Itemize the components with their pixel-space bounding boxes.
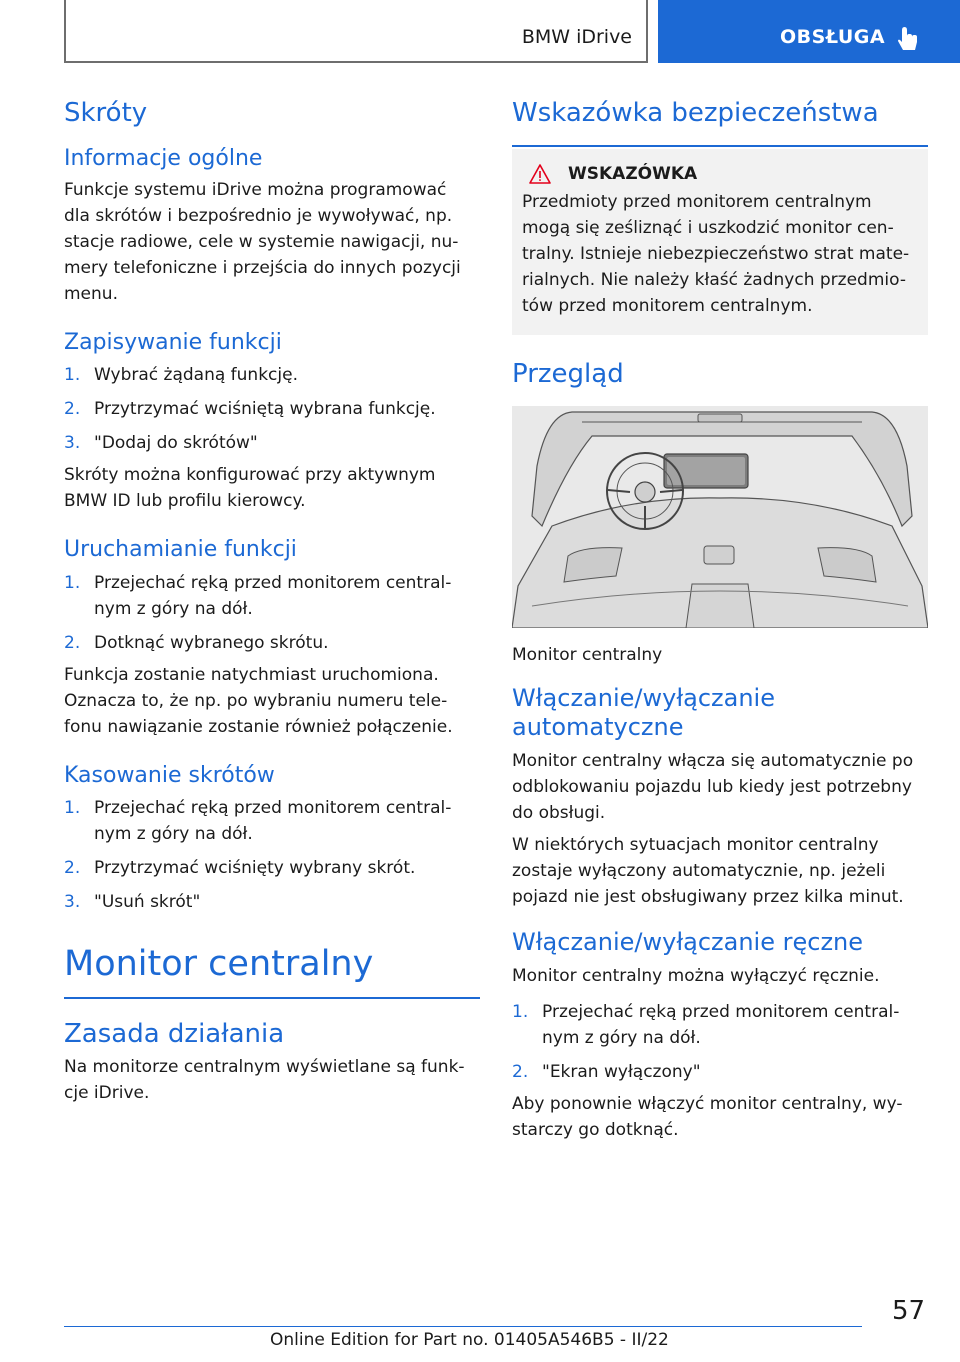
section-tab-label: OBSŁUGA	[780, 26, 886, 48]
subheading-zapisywanie-funkcji: Zapisywanie funkcji	[64, 329, 282, 355]
steps-uruchamianie	[64, 570, 480, 656]
list-item: 3. "Dodaj do skrótów"	[64, 433, 258, 454]
header-frame	[64, 0, 648, 63]
subheading-wlaczanie-automatyczne: Włączanie/wyłączanie automatyczne	[512, 684, 775, 742]
paragraph-ponowne-wlaczenie: Aby ponownie włączyć monitor centralny, wy- starczy go dotknąć.	[512, 1093, 903, 1140]
paragraph-wlaczanie-auto-2: W niektórych sytuacjach monitor centralny zostaje wyłączony automatycznie, np. jeżeli pojazd nie jest obsługiwany przez kilka minut.	[512, 834, 904, 907]
right-column	[512, 98, 928, 1143]
section-heading-skroty: Skróty	[64, 98, 148, 128]
steps-zapisywanie	[64, 362, 480, 456]
section-tab[interactable]	[658, 0, 960, 63]
paragraph-skroty-konfiguracja: Skróty można konfigurować przy aktywnym BMW ID lub profilu kierowcy.	[64, 465, 436, 512]
subheading-wlaczanie-reczne: Włączanie/wyłączanie ręczne	[512, 927, 864, 956]
list-item: 3. "Usuń skrót"	[64, 892, 201, 913]
warning-box	[512, 149, 928, 335]
list-item: 1. Wybrać żądaną funkcję.	[64, 365, 298, 386]
paragraph-zasada-dzialania: Na monitorze centralnym wyświetlane są funk- cje iDrive.	[64, 1057, 465, 1104]
chapter-heading-monitor-centralny: Monitor centralny	[64, 944, 374, 985]
list-item: 2. Przytrzymać wciśnięty wybrany skrót.	[64, 858, 416, 879]
figure-caption: Monitor centralny	[512, 645, 663, 666]
list-item: 1. Przejechać ręką przed monitorem central- nym z góry na dół.	[64, 572, 452, 619]
list-item: 2. "Ekran wyłączony"	[512, 1061, 701, 1082]
section-heading-przeglad: Przegląd	[512, 359, 624, 390]
list-item: 1. Przejechać ręką przed monitorem central- nym z góry na dół.	[64, 798, 452, 845]
page-number: 57	[892, 1296, 926, 1326]
warning-text: Przedmioty przed monitorem centralnym mogą się ześliznąć i uszkodzić monitor cen- tralny. Istnieje niebezpieczeństwo strat mate- rialnych. Nie należy kłaść żadnych przedmio- tów przed monitorem centralnym.	[522, 192, 910, 317]
warning-triangle-icon	[528, 163, 552, 185]
list-item: 2. Dotknąć wybranego skrótu.	[64, 632, 329, 653]
section-divider	[512, 145, 928, 147]
steps-kasowanie	[64, 795, 480, 915]
list-item: 1. Przejechać ręką przed monitorem central- nym z góry na dół.	[512, 1001, 900, 1048]
paragraph-uruchamianie: Funkcja zostanie natychmiast uruchomiona. Oznacza to, że np. po wybraniu numeru tele- fonu nawiązanie zostanie również połączenie.	[64, 664, 453, 737]
warning-header	[522, 163, 918, 185]
subheading-zasada-dzialania: Zasada działania	[64, 1019, 285, 1050]
cockpit-illustration	[512, 406, 928, 628]
left-column	[64, 98, 480, 1106]
manual-title: BMW iDrive	[521, 26, 632, 48]
warning-title: WSKAZÓWKA	[568, 164, 698, 185]
steps-wylaczanie-reczne	[512, 999, 928, 1085]
footer-edition-text: Online Edition for Part no. 01405A546B5 - II/22	[270, 1330, 669, 1350]
chapter-divider	[64, 997, 480, 999]
hand-pointer-icon	[896, 26, 920, 54]
footer-divider	[64, 1326, 862, 1327]
paragraph-informacje-ogolne: Funkcje systemu iDrive można programować dla skrótów i bezpośrednio je wywoływać, np. stacje radiowe, cele w systemie nawigacji, nu- mery telefoniczne i przejścia do innych pozycji menu.	[64, 179, 461, 304]
section-heading-wskazowka-bezpieczenstwa: Wskazówka bezpieczeństwa	[512, 98, 879, 128]
list-item: 2. Przytrzymać wciśniętą wybrana funkcję.	[64, 399, 436, 420]
subheading-kasowanie-skrotow: Kasowanie skrótów	[64, 762, 275, 788]
subheading-uruchamianie-funkcji: Uruchamianie funkcji	[64, 537, 297, 563]
paragraph-wlaczanie-auto-1: Monitor centralny włącza się automatycznie po odblokowaniu pojazdu lub kiedy jest potrzebny do obsługi.	[512, 750, 914, 823]
subheading-informacje-ogolne: Informacje ogólne	[64, 146, 263, 172]
paragraph-wlaczanie-reczne: Monitor centralny można wyłączyć ręcznie.	[512, 965, 880, 986]
